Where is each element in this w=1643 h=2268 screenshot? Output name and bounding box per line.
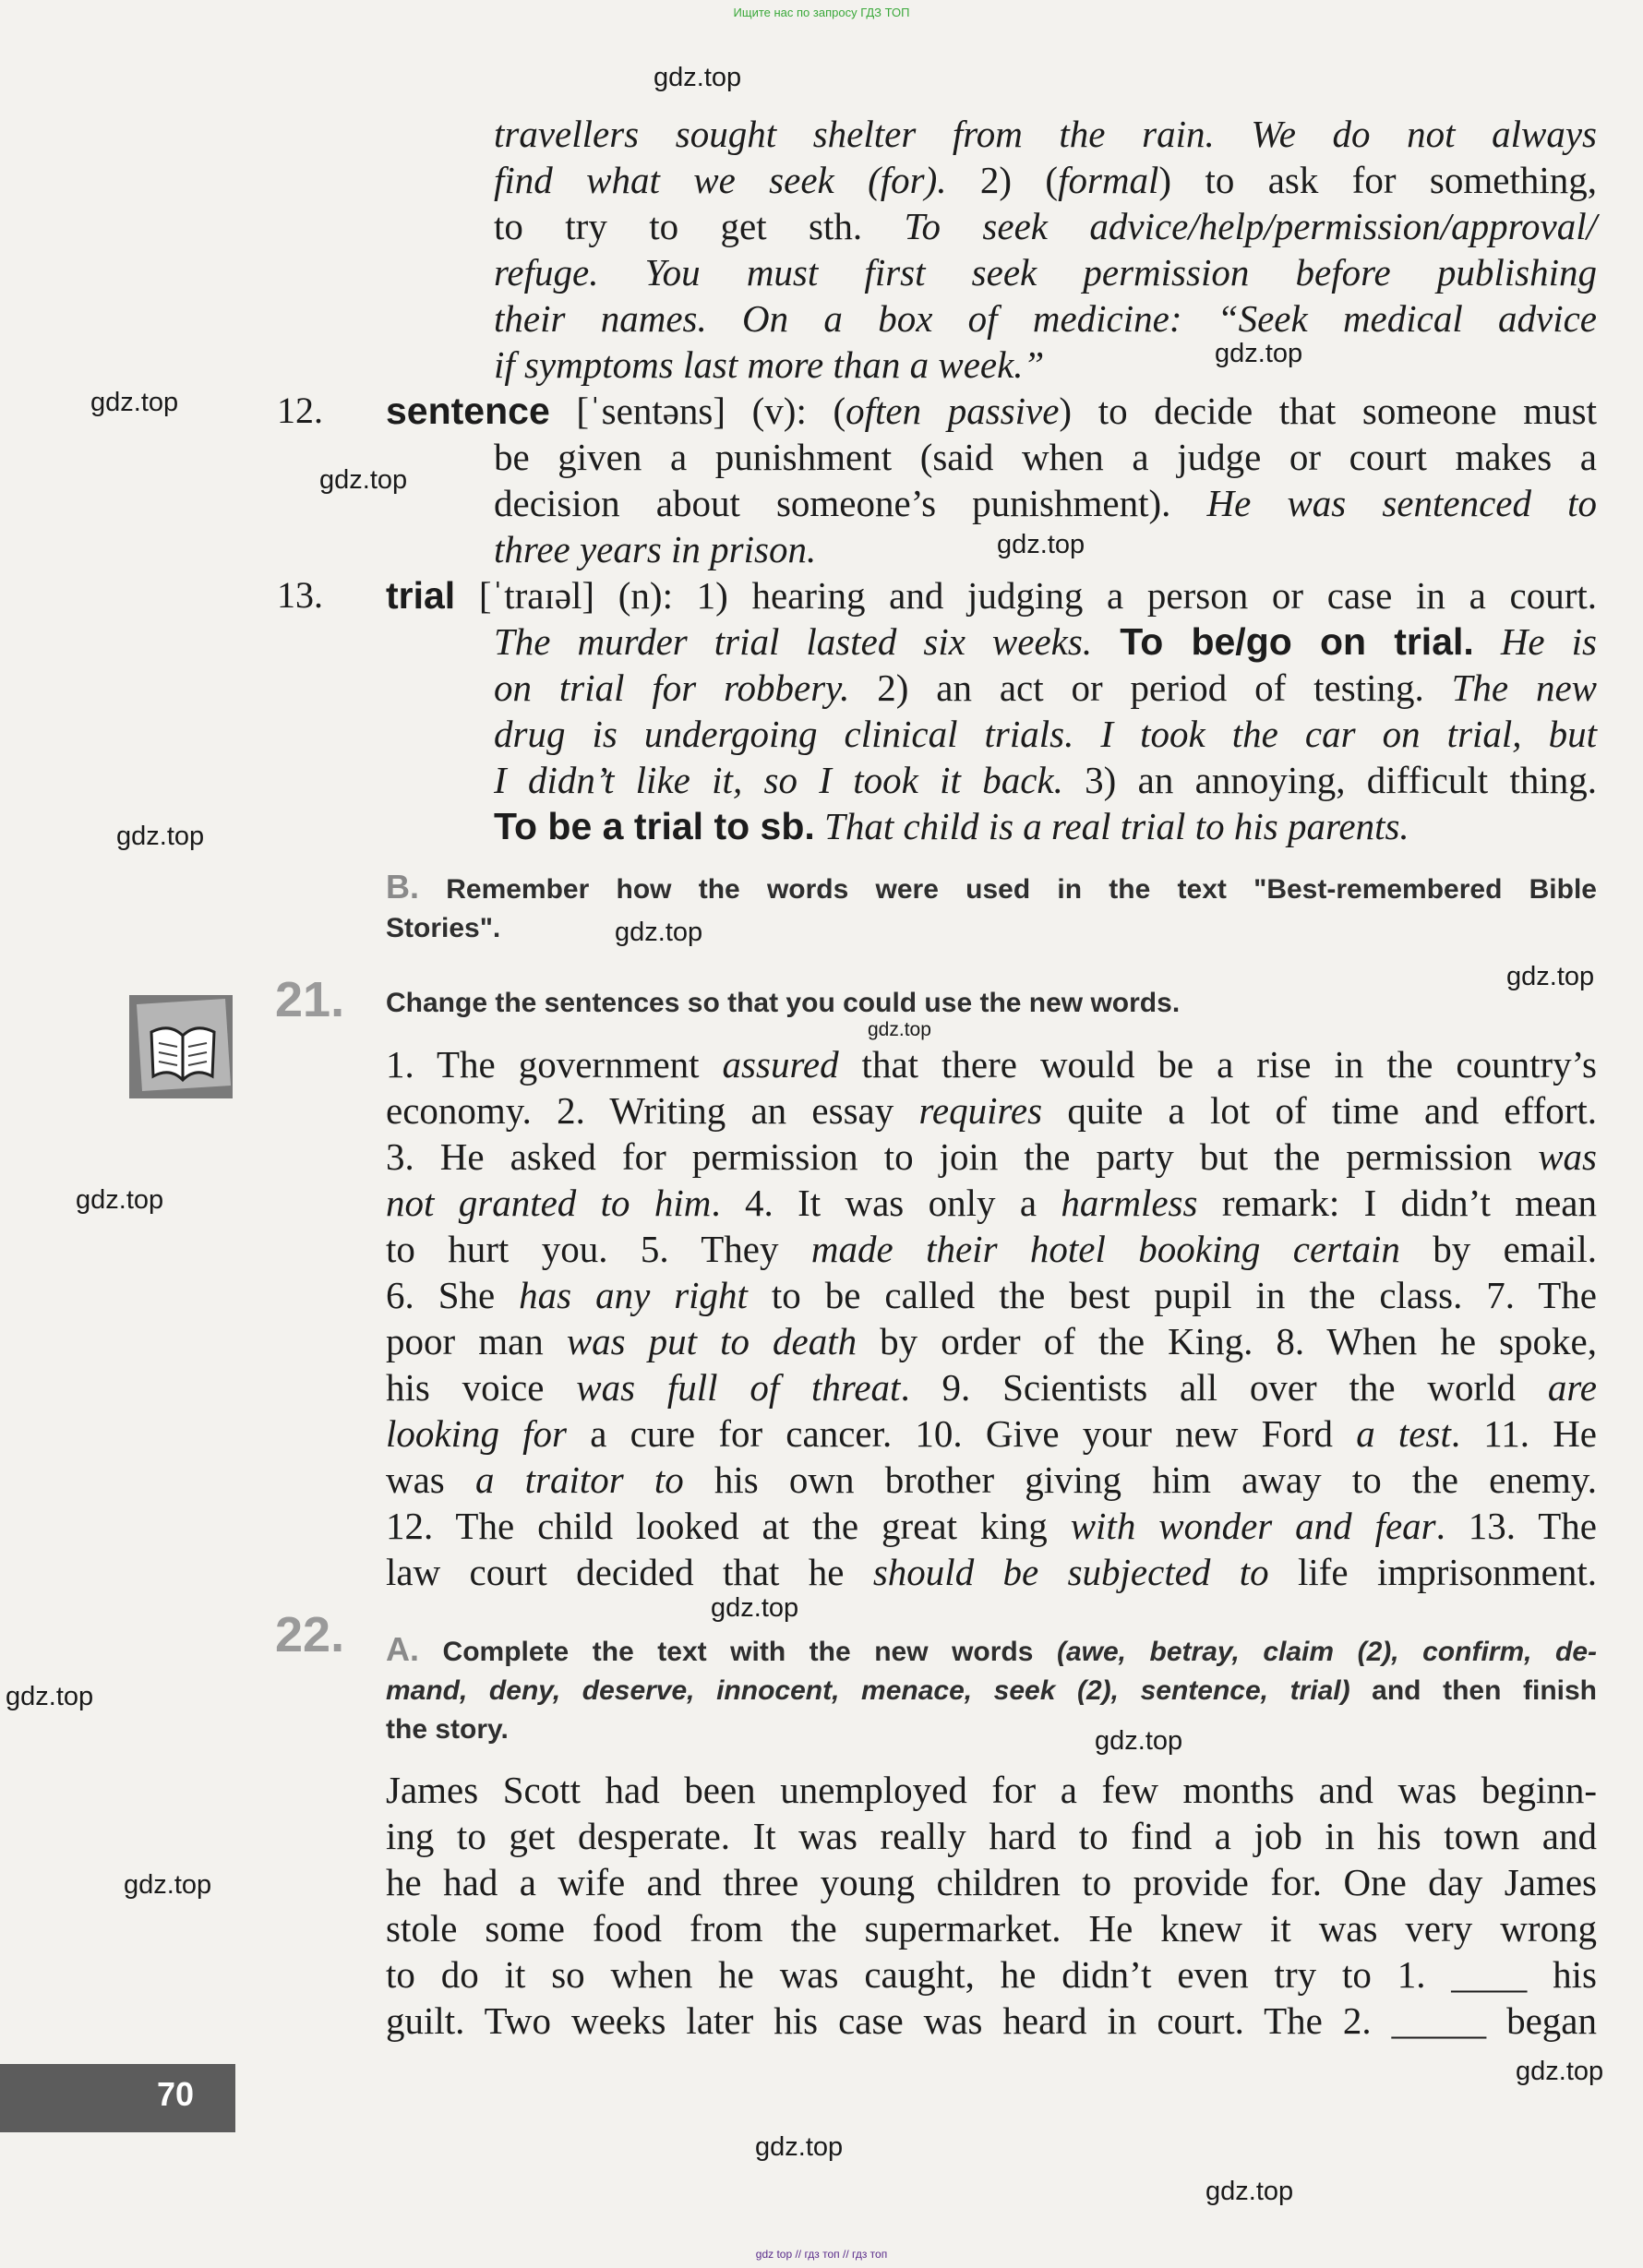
- phrase: To be/go on trial.: [1092, 620, 1474, 663]
- example: find what we seek (for).: [494, 159, 947, 201]
- text: [ˈsentəns] (v): (: [549, 390, 846, 432]
- target-phrase: looking for: [386, 1412, 568, 1455]
- blank-1[interactable]: ____: [1451, 1953, 1528, 1996]
- exercise-21-number: 21.: [275, 972, 345, 1027]
- text: the story.: [386, 1714, 509, 1745]
- watermark: gdz.top: [1506, 962, 1595, 991]
- text: by order of the King. 8. When he spoke,: [857, 1320, 1597, 1362]
- book-icon: [129, 995, 233, 1098]
- story-line: [386, 1951, 1597, 1998]
- exercise-21-line: [386, 1364, 1597, 1410]
- section-letter: B.: [386, 868, 419, 906]
- text: his own brother giving him away to the enemy.: [683, 1458, 1598, 1501]
- bottom-banner: gdz top // гдз топ // гдз топ: [755, 2248, 888, 2261]
- exercise-21-line: [386, 1457, 1597, 1503]
- watermark: gdz.top: [90, 388, 179, 417]
- watermark: gdz.top: [1095, 1726, 1183, 1756]
- exercise-21-line: [386, 1410, 1597, 1457]
- watermark: gdz.top: [868, 1019, 931, 1040]
- watermark: gdz.top: [654, 63, 742, 92]
- watermark: gdz.top: [755, 2132, 844, 2162]
- text: . 11. He: [1450, 1412, 1597, 1455]
- page-number: 70: [157, 2075, 195, 2113]
- watermark: gdz.top: [319, 465, 408, 495]
- watermark: gdz.top: [6, 1682, 94, 1711]
- exercise-21-line: [386, 1041, 1597, 1087]
- target-phrase: assured: [722, 1043, 839, 1086]
- watermark: gdz.top: [124, 1870, 212, 1900]
- exercise-21-line: [386, 1549, 1597, 1595]
- target-phrase: should be subjected to: [872, 1551, 1269, 1593]
- target-phrase: not granted to him: [386, 1182, 712, 1224]
- exercise-21-line: [386, 1318, 1597, 1364]
- example: travellers sought shelter from the rain. We do not always: [494, 113, 1597, 155]
- exercise-21-line: [386, 1503, 1597, 1549]
- exercise-21-line: [386, 1180, 1597, 1226]
- watermark: gdz.top: [997, 530, 1085, 559]
- example: That child is a real trial to his parents.: [814, 805, 1409, 847]
- example: I didn’t like it, so I took it back.: [494, 759, 1063, 801]
- exercise-21-line: [386, 1272, 1597, 1318]
- label: often passive: [845, 390, 1060, 432]
- example: three years in prison.: [494, 528, 817, 570]
- text: be given a punishment (said when a judge or court makes a: [494, 436, 1597, 478]
- text: quite a lot of time and effort.: [1042, 1089, 1597, 1132]
- target-phrase: made their hotel booking certain: [810, 1228, 1400, 1270]
- target-phrase: with wonder and fear: [1070, 1505, 1436, 1547]
- example: To seek advice/help/permission/approval/: [904, 205, 1597, 247]
- target-phrase: was full of threat: [576, 1366, 901, 1409]
- watermark: gdz.top: [116, 822, 205, 851]
- story-line: stole some food from the supermarket. He knew it was very wrong: [386, 1907, 1597, 1950]
- text: Remember how the words were used in the text "Best-remembered Bible: [419, 874, 1597, 905]
- headword: sentence: [386, 390, 550, 432]
- target-phrase: harmless: [1061, 1182, 1198, 1224]
- watermark: gdz.top: [76, 1185, 164, 1215]
- example: He was sentenced to: [1206, 482, 1598, 524]
- word-list: mand, deny, deserve, innocent, menace, seek (2), sentence, trial): [386, 1675, 1350, 1706]
- text: to hurt you. 5. They: [386, 1228, 811, 1270]
- text: life imprisonment.: [1268, 1551, 1597, 1593]
- text: his: [1527, 1953, 1597, 1996]
- example: their names. On a box of medicine: “Seek medical advice: [494, 297, 1597, 340]
- watermark: gdz.top: [1215, 339, 1303, 368]
- section-b-instruction: [386, 868, 1597, 948]
- example: The murder trial lasted six weeks.: [494, 620, 1093, 663]
- story-line: ing to get desperate. It was really hard to find a job in his town and: [386, 1815, 1597, 1857]
- entry-13-number: 13.: [277, 574, 323, 616]
- example: refuge. You must first seek permission before publishing: [494, 251, 1597, 294]
- exercise-21-line: [386, 1087, 1597, 1134]
- text: poor man: [386, 1320, 567, 1362]
- text: economy. 2. Writing an essay: [386, 1089, 919, 1132]
- target-phrase: a test: [1356, 1412, 1451, 1455]
- exercise-21-body: [386, 1041, 1597, 1595]
- exercise-22-story: [386, 1767, 1597, 2044]
- text: Complete the text with the new words: [419, 1637, 1057, 1667]
- text: 2) (: [946, 159, 1059, 201]
- exercise-22-number: 22.: [275, 1607, 345, 1662]
- word-list: (awe, betray, claim (2), confirm, de-: [1056, 1637, 1598, 1667]
- text: . 9. Scientists all over the world: [900, 1366, 1548, 1409]
- target-phrase: a traitor to: [474, 1458, 684, 1501]
- watermark: gdz.top: [711, 1593, 799, 1623]
- example: The new: [1451, 666, 1598, 709]
- text: a cure for cancer. 10. Give your new Ford: [567, 1412, 1357, 1455]
- text: was: [386, 1458, 475, 1501]
- section-letter: A.: [386, 1630, 419, 1668]
- text: to do it so when he was caught, he didn’t even try to 1.: [386, 1953, 1452, 1996]
- entry-12-number: 12.: [277, 390, 323, 431]
- text: 3) an annoying, difficult thing.: [1062, 759, 1597, 801]
- text: and then finish: [1349, 1675, 1597, 1706]
- show-through-texture: [277, 111, 286, 157]
- entry-13: [386, 572, 1597, 849]
- exercise-22-instruction: [386, 1630, 1597, 1749]
- text: decision about someone’s punishment).: [494, 482, 1207, 524]
- example: drug is undergoing clinical trials. I took the car on trial, but: [494, 713, 1597, 755]
- text: guilt. Two weeks later his case was heard in court. The 2.: [386, 1999, 1392, 2042]
- text: remark: I didn’t mean: [1197, 1182, 1598, 1224]
- story-line: James Scott had been unemployed for a few months and was beginn-: [386, 1769, 1597, 1811]
- text: his voice: [386, 1366, 577, 1409]
- page-number-box: [0, 2064, 235, 2132]
- watermark: gdz.top: [1516, 2057, 1604, 2086]
- target-phrase: are: [1547, 1366, 1597, 1409]
- text: ) to ask for something,: [1158, 159, 1597, 201]
- text: . 4. It was only a: [711, 1182, 1061, 1224]
- target-phrase: was: [1538, 1135, 1597, 1178]
- exercise-21-instruction: Change the sentences so that you could use the new words.: [386, 988, 1181, 1018]
- entry-12: [386, 388, 1597, 572]
- story-line: [386, 1998, 1597, 2044]
- story-line: he had a wife and three young children to provide for. One day James: [386, 1861, 1597, 1903]
- text: Stories".: [386, 913, 501, 943]
- text: 12. The child looked at the great king: [386, 1505, 1071, 1547]
- watermark: gdz.top: [615, 918, 703, 947]
- text: 6. She: [386, 1274, 520, 1316]
- text: . 13. The: [1435, 1505, 1597, 1547]
- text: 1. The government: [386, 1043, 723, 1086]
- text: to try to get sth.: [494, 205, 905, 247]
- phrase: To be a trial to sb.: [494, 805, 815, 847]
- entry-11-continuation: [494, 111, 1597, 388]
- exercise-21-line: [386, 1226, 1597, 1272]
- top-banner: Ищите нас по запросу ГДЗ ТОП: [733, 6, 910, 19]
- target-phrase: requires: [918, 1089, 1043, 1132]
- watermark: gdz.top: [1205, 2177, 1294, 2206]
- example: on trial for robbery.: [494, 666, 850, 709]
- text: by email.: [1399, 1228, 1598, 1270]
- example: if symptoms last more than a week.”: [494, 343, 1045, 386]
- example: He is: [1473, 620, 1597, 663]
- target-phrase: was put to death: [566, 1320, 857, 1362]
- text: 3. He asked for permission to join the party but the permission: [386, 1135, 1539, 1178]
- label: formal: [1058, 159, 1159, 201]
- text: 2) an act or period of testing.: [849, 666, 1452, 709]
- blank-2[interactable]: _____: [1391, 1999, 1487, 2042]
- exercise-21-line: [386, 1134, 1597, 1180]
- text: law court decided that he: [386, 1551, 873, 1593]
- text: that there would be a rise in the country’s: [838, 1043, 1597, 1086]
- text: to be called the best pupil in the class. 7. The: [747, 1274, 1597, 1316]
- text: began: [1486, 1999, 1597, 2042]
- target-phrase: has any right: [519, 1274, 748, 1316]
- text: ) to decide that someone must: [1059, 390, 1597, 432]
- headword: trial: [386, 574, 456, 617]
- text: [ˈtraɪəl] (n): 1) hearing and judging a person or case in a court.: [455, 574, 1597, 617]
